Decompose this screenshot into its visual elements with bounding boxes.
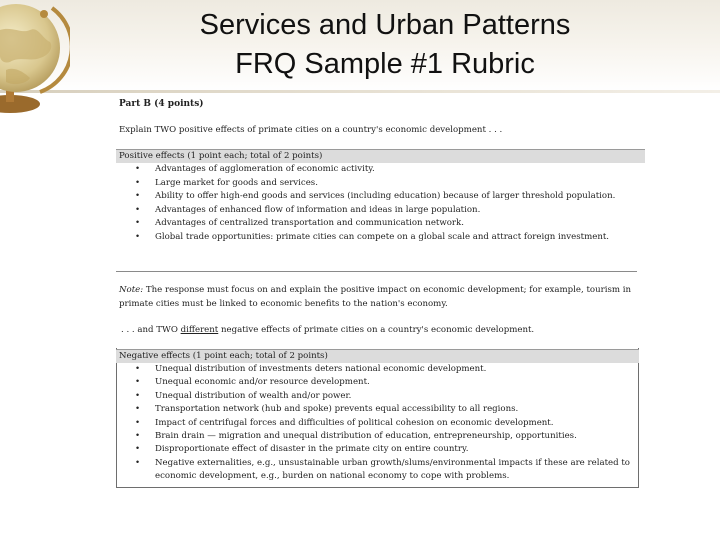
- globe-icon: [0, 0, 70, 118]
- negative-effects-list: [135, 363, 635, 484]
- list-item: • Disproportionate effect of disaster in the primate city on entire country.: [135, 443, 635, 456]
- list-item: • Unequal distribution of wealth and/or power.: [135, 390, 635, 403]
- slide-title-line2: FRQ Sample #1 Rubric: [235, 48, 535, 80]
- note-text: The response must focus on and explain the positive impact on economic development; for example, tourism in primate cities must be linked to economic benefits to the nation's economy.: [119, 285, 632, 309]
- list-item: • Impact of centrifugal forces and difficulties of political cohesion on economic development.: [135, 417, 635, 430]
- list-item: • Negative externalities, e.g., unsustainable urban growth/slums/environmental impacts if these are related to economic development, e.g., burden on national economy to cope with problems.: [135, 457, 635, 484]
- list-item: • Unequal economic and/or resource development.: [135, 376, 635, 389]
- rubric-negative-section: [113, 322, 645, 490]
- list-item: • Advantages of centralized transportation and communication network.: [135, 217, 635, 231]
- slide-title-line1: Services and Urban Patterns: [199, 9, 571, 41]
- list-item: • Large market for goods and services.: [135, 177, 635, 191]
- question-prefix: . . . and TWO: [121, 325, 181, 335]
- list-item: • Brain drain — migration and unequal distribution of education, entrepreneurship, opportunities.: [135, 430, 635, 443]
- part-heading: Part B (4 points): [119, 99, 204, 109]
- list-item: • Ability to offer high-end goods and services (including education) because of larger threshold population.: [135, 190, 635, 204]
- positive-effects-list: [135, 163, 635, 244]
- header-rule: [0, 90, 720, 93]
- question-negative: [121, 324, 534, 338]
- list-item: • Transportation network (hub and spoke) prevents equal accessibility to all regions.: [135, 403, 635, 416]
- question-suffix: negative effects of primate cities on a country's economic development.: [218, 325, 535, 335]
- question-underlined: different: [180, 325, 219, 335]
- question-positive: Explain TWO positive effects of primate cities on a country's economic development . . .: [119, 125, 503, 135]
- list-item: • Global trade opportunities: primate cities can compete on a global scale and attract foreign investment.: [135, 231, 635, 245]
- list-item: • Unequal distribution of investments deters national economic development.: [135, 363, 635, 376]
- list-item: • Advantages of agglomeration of economic activity.: [135, 163, 635, 177]
- positive-effects-heading: Positive effects (1 point each; total of 2 points): [116, 149, 645, 163]
- rubric-note: [119, 284, 635, 311]
- divider: [116, 271, 637, 272]
- note-label: Note:: [119, 285, 144, 295]
- negative-effects-heading: Negative effects (1 point each; total of 2 points): [116, 349, 639, 363]
- list-item: • Advantages of enhanced flow of information and ideas in large population.: [135, 204, 635, 218]
- rubric-positive-section: [113, 95, 645, 313]
